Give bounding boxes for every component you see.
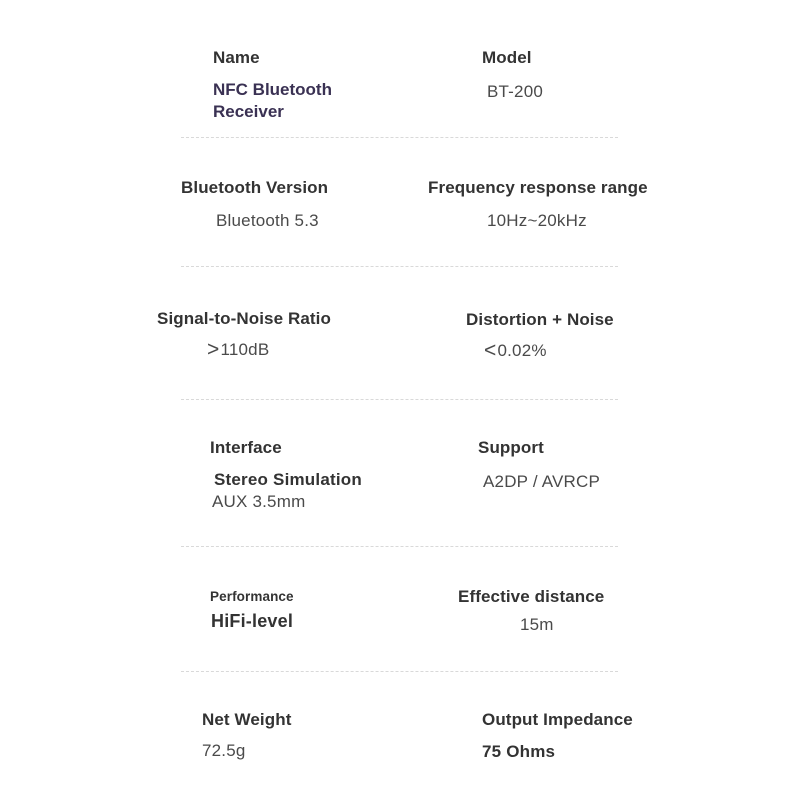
spec-value-output-impedance: 75 Ohms [482,742,556,761]
spec-value-product-name: NFC Bluetooth Receiver [213,80,332,121]
spec-label-snr: Signal-to-Noise Ratio [157,309,331,328]
spec-value-net-weight: 72.5g [202,741,246,760]
section-divider [181,266,618,267]
spec-value-performance: HiFi-level [211,611,294,631]
spec-value-snr-text: 110dB [220,340,270,359]
spec-label-model: Model [482,48,532,67]
spec-label-output-impedance: Output Impedance [482,710,633,729]
section-divider [181,546,618,547]
spec-label-effective-distance: Effective distance [458,587,605,606]
greater-than-symbol: > [207,338,220,361]
spec-label-net-weight: Net Weight [202,710,292,729]
section-divider [181,137,618,138]
section-divider [181,399,618,400]
section-divider [181,671,618,672]
less-than-symbol: < [484,339,497,362]
spec-value-interface-line1: Stereo Simulation [214,470,362,489]
spec-value-distortion [484,341,547,361]
spec-label-performance: Performance [210,589,294,604]
spec-label-distortion: Distortion + Noise [466,310,614,329]
spec-value-distortion-text: 0.02% [497,341,547,360]
spec-value-effective-distance: 15m [520,615,554,634]
spec-value-bluetooth-version: Bluetooth 5.3 [216,211,319,230]
spec-label-bluetooth-version: Bluetooth Version [181,178,329,197]
spec-label-frequency-response: Frequency response range [428,178,648,197]
spec-value-model: BT-200 [487,82,544,101]
spec-label-support: Support [478,438,544,457]
spec-label-interface: Interface [210,438,282,457]
spec-value-frequency-response: 10Hz~20kHz [487,211,587,230]
spec-value-snr [207,340,269,360]
spec-value-interface-line2: AUX 3.5mm [212,492,306,511]
spec-label-name: Name [213,48,260,67]
spec-value-support: A2DP / AVRCP [483,472,601,491]
